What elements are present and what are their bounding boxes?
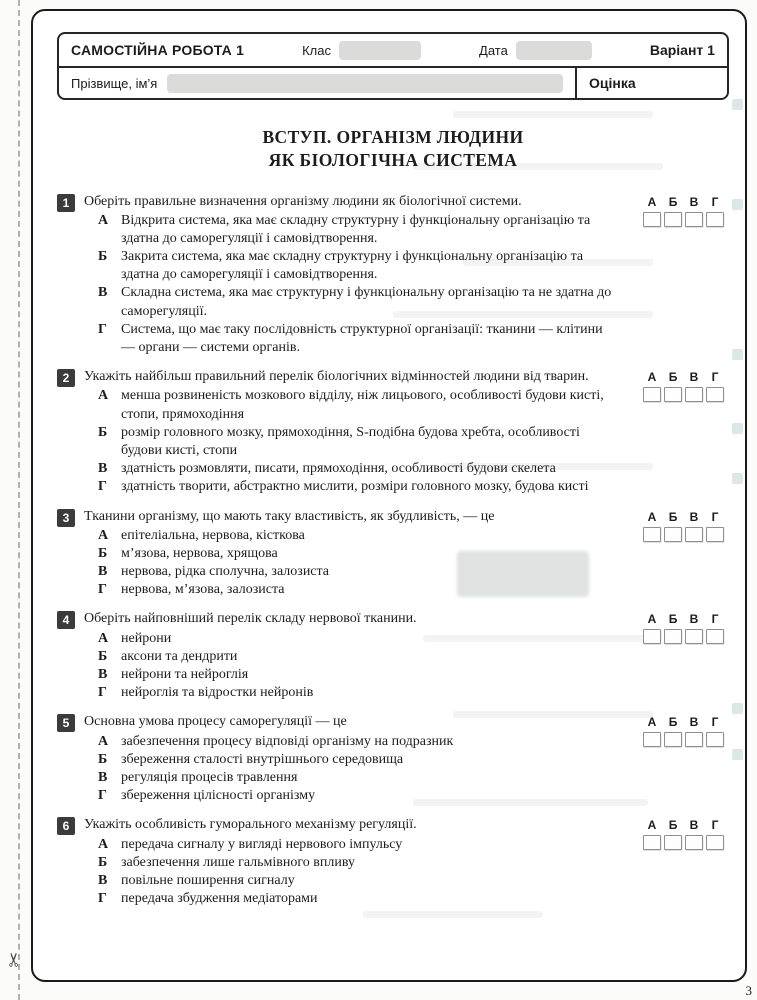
option-text: розмір головного мозку, прямоходіння, S-подібна будова хребта, особливості будови кисті, стопи	[121, 424, 580, 458]
option-letter: Г	[98, 891, 107, 907]
cut-line	[18, 0, 20, 1000]
answer-option	[84, 836, 617, 854]
date-input[interactable]	[516, 41, 592, 60]
worksheet-sheet	[31, 9, 747, 982]
bleedthrough-artifact	[732, 473, 743, 484]
question-number: 4	[57, 611, 75, 629]
header-box	[57, 32, 729, 100]
answer-letter: А	[647, 715, 657, 730]
option-letter: Б	[98, 545, 108, 561]
answer-letter: А	[647, 818, 657, 833]
document-title	[57, 126, 729, 173]
option-text: регуляція процесів травлення	[121, 769, 298, 785]
grade-label: Оцінка	[575, 68, 727, 98]
answer-box[interactable]	[643, 629, 661, 644]
option-text: забезпечення процесу відповіді організму на подразник	[121, 733, 454, 749]
option-letter: А	[98, 630, 109, 646]
answer-letter: Б	[668, 370, 678, 385]
question-text: Оберіть правильне визначення організму людини як біологічної системи.	[84, 193, 522, 209]
question-text: Тканини організму, що мають таку властивість, як збудливість, — це	[84, 508, 495, 524]
answer-letter: Б	[668, 194, 678, 209]
bleedthrough-artifact	[732, 749, 743, 760]
option-text: передача сигналу у вигляді нервового імпульсу	[121, 836, 403, 852]
answer-box[interactable]	[706, 732, 724, 747]
answer-box[interactable]	[643, 527, 661, 542]
answer-box[interactable]	[685, 387, 703, 402]
answer-letter: Б	[668, 818, 678, 833]
option-text: збереження цілісності організму	[121, 788, 316, 804]
question-body	[84, 368, 643, 496]
option-text: епітеліальна, нервова, кісткова	[121, 527, 305, 543]
option-letter: В	[98, 872, 108, 888]
answer-letter: Б	[668, 509, 678, 524]
bleedthrough-artifact	[732, 703, 743, 714]
answer-letter: Г	[711, 715, 719, 730]
answer-grid-boxes	[643, 835, 729, 850]
question-block	[57, 508, 729, 600]
answer-grid-letters	[643, 715, 729, 729]
answer-letter: В	[689, 509, 699, 524]
answer-option	[84, 769, 617, 787]
answer-letter: А	[647, 612, 657, 627]
class-label: Клас	[302, 42, 331, 58]
date-field	[479, 41, 592, 60]
question-block	[57, 368, 729, 496]
question-options	[84, 527, 617, 600]
work-title: САМОСТІЙНА РОБОТА 1	[71, 42, 245, 58]
answer-option	[84, 890, 617, 908]
answer-box[interactable]	[685, 629, 703, 644]
bleedthrough-artifact	[732, 423, 743, 434]
question-body	[84, 816, 643, 908]
question-number: 5	[57, 714, 75, 732]
option-text: Відкрита система, яка має складну структурну і функціональну організацію та здатна до саморегуляції і самовідтворення.	[121, 212, 591, 246]
variant-label: Варіант 1	[649, 42, 715, 58]
bleedthrough-artifact	[453, 111, 653, 118]
answer-grid-letters	[643, 510, 729, 524]
answer-letter: В	[689, 612, 699, 627]
answer-letter: В	[689, 370, 699, 385]
answer-box[interactable]	[643, 212, 661, 227]
option-letter: Г	[98, 788, 107, 804]
answer-option	[84, 684, 617, 702]
answer-grid-letters	[643, 612, 729, 626]
question-text: Основна умова процесу саморегуляції — це	[84, 714, 347, 730]
answer-grid-boxes	[643, 732, 729, 747]
answer-option	[84, 460, 617, 478]
answer-box[interactable]	[664, 387, 682, 402]
question-text: Укажіть найбільш правильний перелік біологічних відмінностей людини від тварин.	[84, 369, 589, 385]
option-letter: А	[98, 836, 109, 852]
answer-option	[84, 424, 617, 460]
answer-box[interactable]	[706, 629, 724, 644]
answer-box[interactable]	[643, 732, 661, 747]
question-number: 1	[57, 194, 75, 212]
question-text: Оберіть найповніший перелік складу нервової тканини.	[84, 611, 417, 627]
answer-box[interactable]	[664, 212, 682, 227]
answer-option	[84, 321, 617, 357]
answer-box[interactable]	[706, 387, 724, 402]
answer-option	[84, 872, 617, 890]
option-text: Закрита система, яка має складну структурну і функціональну організацію та здатна до саморегуляції і самовідтворення.	[121, 249, 584, 283]
answer-letter: Г	[711, 612, 719, 627]
bleedthrough-artifact	[732, 99, 743, 110]
option-text: повільне поширення сигналу	[121, 872, 295, 888]
question-block	[57, 816, 729, 908]
question-text: Укажіть особливість гуморального механізму регуляції.	[84, 817, 417, 833]
answer-grid-boxes	[643, 629, 729, 644]
answer-grid	[643, 193, 729, 358]
page-number: 3	[745, 983, 752, 998]
answer-option	[84, 733, 617, 751]
question-number: 2	[57, 369, 75, 387]
bleedthrough-artifact	[732, 349, 743, 360]
question-options	[84, 630, 617, 703]
answer-box[interactable]	[643, 387, 661, 402]
questions-list	[57, 193, 729, 909]
answer-box[interactable]	[685, 732, 703, 747]
option-text: нейрони та нейроглія	[121, 667, 249, 683]
class-input[interactable]	[339, 41, 421, 60]
answer-grid-letters	[643, 818, 729, 832]
answer-option	[84, 284, 617, 320]
answer-option	[84, 563, 617, 581]
name-label: Прізвище, ім’я	[71, 75, 158, 91]
answer-letter: В	[689, 194, 699, 209]
answer-letter: Г	[711, 818, 719, 833]
answer-option	[84, 648, 617, 666]
question-body	[84, 610, 643, 702]
question-options	[84, 733, 617, 806]
option-letter: В	[98, 461, 108, 477]
answer-letter: А	[647, 370, 657, 385]
option-letter: Г	[98, 479, 107, 495]
option-letter: Г	[98, 582, 107, 598]
option-letter: Б	[98, 424, 108, 440]
option-text: м’язова, нервова, хрящова	[121, 545, 278, 561]
answer-letter: Б	[668, 715, 678, 730]
header-row-top	[59, 34, 727, 68]
answer-box[interactable]	[685, 212, 703, 227]
answer-box[interactable]	[706, 527, 724, 542]
answer-option	[84, 545, 617, 563]
answer-box[interactable]	[643, 835, 661, 850]
answer-grid-boxes	[643, 212, 729, 227]
answer-grid-letters	[643, 195, 729, 209]
question-body	[84, 713, 643, 805]
answer-option	[84, 478, 617, 496]
option-letter: А	[98, 527, 109, 543]
option-letter: В	[98, 769, 108, 785]
option-text: нейрони	[121, 630, 172, 646]
answer-letter: Б	[668, 612, 678, 627]
answer-letter: А	[647, 194, 657, 209]
answer-letter: Г	[711, 370, 719, 385]
answer-option	[84, 666, 617, 684]
option-text: нервова, м’язова, залозиста	[121, 582, 285, 598]
name-input[interactable]	[167, 74, 563, 93]
document-title-line2: ЯК БІОЛОГІЧНА СИСТЕМА	[268, 150, 518, 171]
option-letter: А	[98, 388, 109, 404]
option-letter: Б	[98, 648, 108, 664]
answer-grid	[643, 713, 729, 805]
option-letter: В	[98, 667, 108, 683]
question-block	[57, 610, 729, 702]
answer-box[interactable]	[664, 629, 682, 644]
question-number: 3	[57, 509, 75, 527]
option-text: Складна система, яка має структурну і функціональну організацію та не здатна до саморегуляції.	[121, 285, 612, 319]
scissors-icon: ✂	[4, 951, 26, 968]
answer-grid	[643, 610, 729, 702]
option-letter: А	[98, 733, 109, 749]
question-block	[57, 193, 729, 358]
answer-grid	[643, 368, 729, 496]
answer-box[interactable]	[664, 835, 682, 850]
answer-option	[84, 854, 617, 872]
header-row-bottom	[59, 68, 727, 98]
option-text: забезпечення лише гальмівного впливу	[121, 854, 356, 870]
question-number: 6	[57, 817, 75, 835]
answer-option	[84, 581, 617, 599]
option-text: менша розвиненість мозкового відділу, ніж лицьового, особливості будови кисті, стопи, прямоходіння	[121, 388, 604, 422]
answer-box[interactable]	[706, 835, 724, 850]
answer-box[interactable]	[685, 527, 703, 542]
answer-box[interactable]	[685, 835, 703, 850]
option-letter: Г	[98, 321, 107, 337]
answer-box[interactable]	[664, 527, 682, 542]
answer-grid-letters	[643, 370, 729, 384]
option-letter: В	[98, 564, 108, 580]
answer-letter: В	[689, 715, 699, 730]
option-text: збереження сталості внутрішнього середовища	[121, 751, 404, 767]
option-letter: Б	[98, 249, 108, 265]
answer-letter: А	[647, 509, 657, 524]
answer-grid	[643, 816, 729, 908]
bleedthrough-artifact	[363, 911, 543, 918]
answer-box[interactable]	[706, 212, 724, 227]
option-text: здатність розмовляти, писати, прямоходіння, особливості будови скелета	[121, 461, 556, 477]
option-letter: Б	[98, 751, 108, 767]
question-block	[57, 713, 729, 805]
answer-grid	[643, 508, 729, 600]
question-options	[84, 212, 617, 358]
answer-option	[84, 751, 617, 769]
option-text: аксони та дендрити	[121, 648, 238, 664]
class-field	[302, 41, 421, 60]
date-label: Дата	[479, 42, 508, 58]
answer-option	[84, 787, 617, 805]
answer-box[interactable]	[664, 732, 682, 747]
option-letter: Г	[98, 685, 107, 701]
answer-letter: В	[689, 818, 699, 833]
answer-grid-boxes	[643, 527, 729, 542]
option-letter: В	[98, 285, 108, 301]
bleedthrough-artifact	[732, 199, 743, 210]
question-body	[84, 508, 643, 600]
answer-option	[84, 212, 617, 248]
answer-option	[84, 387, 617, 423]
question-options	[84, 836, 617, 909]
answer-letter: Г	[711, 509, 719, 524]
answer-option	[84, 527, 617, 545]
answer-letter: Г	[711, 194, 719, 209]
option-text: Система, що має таку послідовність структурної організації: тканини — клітини — органи — системи органів.	[121, 321, 603, 356]
answer-grid-boxes	[643, 387, 729, 402]
question-options	[84, 387, 617, 496]
option-text: здатність творити, абстрактно мислити, розміри головного мозку, будова кисті	[121, 479, 589, 495]
option-letter: А	[98, 212, 109, 228]
question-body	[84, 193, 643, 358]
option-letter: Б	[98, 854, 108, 870]
answer-option	[84, 248, 617, 284]
option-text: нервова, рідка сполучна, залозиста	[121, 564, 330, 580]
option-text: нейроглія та відростки нейронів	[121, 685, 314, 701]
answer-option	[84, 630, 617, 648]
option-text: передача збудження медіаторами	[121, 891, 318, 907]
document-title-line1: ВСТУП. ОРГАНІЗМ ЛЮДИНИ	[262, 127, 524, 147]
